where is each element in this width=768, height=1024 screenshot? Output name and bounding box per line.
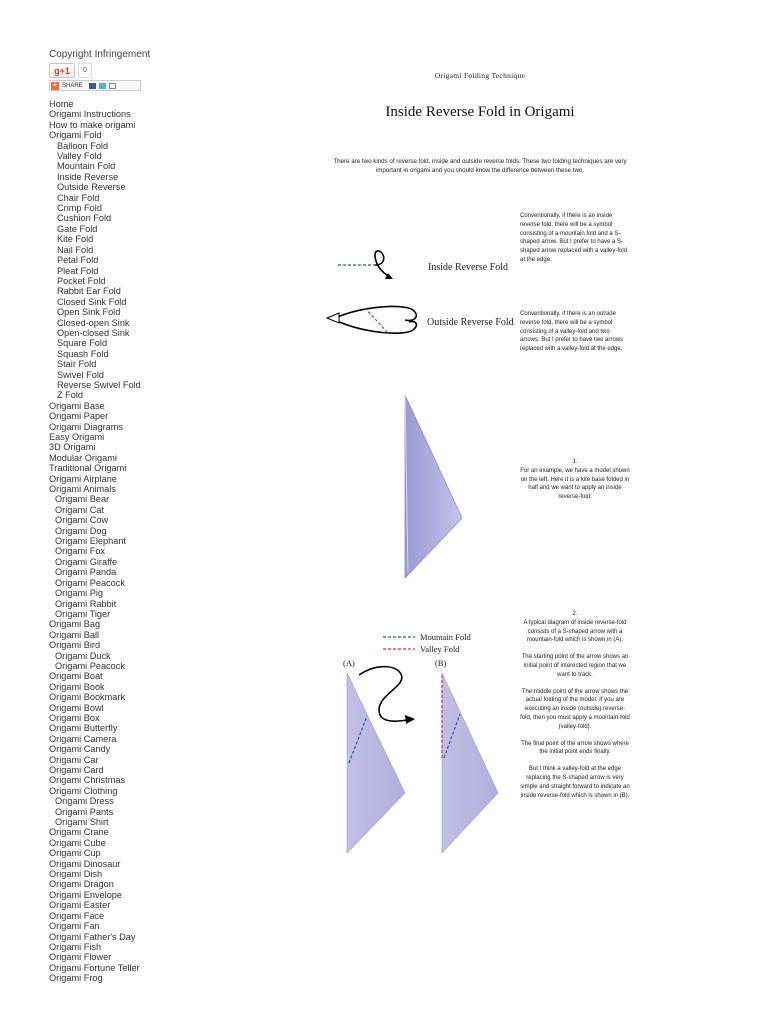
- sidebar-nav-link[interactable]: Swivel Fold: [57, 369, 104, 380]
- sidebar-nav-link[interactable]: Outside Reverse: [57, 182, 126, 193]
- sidebar-nav-link[interactable]: Easy Origami: [49, 432, 105, 442]
- sidebar-nav-link[interactable]: Origami Frog: [49, 973, 103, 984]
- sidebar-nav-link[interactable]: Origami Envelope: [49, 889, 123, 900]
- share-button[interactable]: [49, 80, 141, 91]
- sidebar-nav-link[interactable]: Origami Dish: [49, 869, 103, 880]
- sidebar-nav-link[interactable]: Origami Bag: [49, 619, 101, 630]
- step-2-number: 2.: [572, 611, 578, 617]
- sidebar-nav-link[interactable]: Closed-open Sink: [57, 317, 130, 328]
- legend-valley-label: Valley Fold: [420, 644, 460, 654]
- step-1-number: 1.: [572, 459, 578, 465]
- sidebar-nav-link[interactable]: Origami Shirt: [55, 817, 109, 828]
- s-arrow: [375, 251, 391, 277]
- sidebar-nav-link[interactable]: Origami Camera: [49, 733, 117, 744]
- gplus-button[interactable]: g+1: [49, 63, 75, 78]
- sidebar-nav-link[interactable]: Origami Clothing: [49, 785, 118, 796]
- sidebar-nav-link[interactable]: Origami Animals: [49, 484, 116, 495]
- diagram-a-arrow-head: [405, 715, 415, 724]
- diagram-a-paper: [347, 673, 405, 853]
- sidebar-nav-link[interactable]: Origami Ball: [49, 629, 100, 640]
- sidebar-nav-link[interactable]: How to make origami: [49, 119, 136, 130]
- sidebar-nav-link[interactable]: Origami Father's Day: [49, 931, 136, 942]
- page-title: Inside Reverse Fold in Origami: [385, 104, 575, 120]
- sidebar-nav-link[interactable]: Valley Fold: [57, 151, 102, 162]
- sidebar-nav-link[interactable]: Origami Base: [49, 400, 105, 411]
- sidebar-nav-link[interactable]: Open Sink Fold: [57, 307, 121, 318]
- sidebar-nav-link[interactable]: Origami Bowl: [49, 702, 104, 713]
- sidebar-nav-link[interactable]: Square Fold: [57, 338, 108, 349]
- step-1-note: [520, 458, 630, 502]
- sidebar-nav-link[interactable]: Origami Elephant: [55, 536, 126, 547]
- sidebar-nav-link[interactable]: Origami Easter: [49, 900, 111, 911]
- sidebar-nav-link[interactable]: Origami Card: [49, 765, 104, 775]
- step-1-text: For an example, we have a model shown on the left. Here it is a kite base folded in half and we want to apply an inside reverse-fold.: [520, 467, 630, 501]
- sidebar-nav-link[interactable]: Origami Bird: [49, 640, 101, 651]
- sidebar-nav-link[interactable]: Origami Fox: [55, 546, 106, 557]
- twitter-icon[interactable]: [99, 83, 106, 89]
- sidebar-nav-link[interactable]: Pocket Fold: [57, 275, 106, 286]
- sidebar-nav-link[interactable]: Origami Dragon: [49, 879, 114, 890]
- kite-base-model: [400, 393, 470, 583]
- sidebar-nav-link[interactable]: Origami Boat: [49, 671, 103, 682]
- sidebar-nav-link[interactable]: Kite Fold: [57, 234, 94, 245]
- sidebar-nav-link[interactable]: Pleat Fold: [57, 265, 99, 276]
- sidebar-nav-link[interactable]: Origami Panda: [55, 567, 117, 578]
- diagram-b-label: (B): [435, 658, 447, 668]
- sidebar-nav-link[interactable]: Gate Fold: [57, 223, 98, 234]
- sidebar-nav-link[interactable]: Origami Fish: [49, 941, 102, 952]
- inside-reverse-label: Inside Reverse Fold: [428, 262, 508, 273]
- sidebar-nav-link[interactable]: Origami Peacock: [55, 660, 125, 671]
- outer-arrow-top: [335, 306, 416, 320]
- sidebar-nav-link[interactable]: Origami Fan: [49, 921, 100, 932]
- sidebar-nav-link[interactable]: Squash Fold: [57, 348, 109, 359]
- sidebar-nav-link[interactable]: Origami Bear: [55, 494, 110, 505]
- sidebar-nav-link[interactable]: Origami Pants: [55, 806, 114, 817]
- sidebar-nav-link[interactable]: Z Fold: [57, 390, 84, 401]
- social-bar: [49, 63, 219, 78]
- sidebar-nav-link[interactable]: Inside Reverse: [57, 171, 119, 182]
- sidebar-nav-link[interactable]: Balloon Fold: [57, 140, 109, 151]
- sidebar-nav-link[interactable]: Origami Tiger: [55, 608, 111, 619]
- sidebar-nav-link[interactable]: Origami Diagrams: [49, 421, 124, 432]
- sidebar-nav-link[interactable]: Modular Origami: [49, 452, 117, 463]
- copyright-link[interactable]: Copyright Infringement: [49, 49, 151, 60]
- inside-reverse-note: Conventionally, if there is an inside reverse fold, there will be a symbol consisting of a mountain fold and a S-shaped arrow. But I prefer to have a S-shaped arrow replaced with a valley-fold at the edge.: [520, 213, 628, 263]
- sidebar-nav-link[interactable]: Origami Peacock: [55, 577, 125, 588]
- sidebar-nav-link[interactable]: Origami Butterfly: [49, 723, 118, 734]
- sidebar-nav-link[interactable]: Origami Cow: [55, 515, 109, 526]
- legend-mountain-label: Mountain Fold: [420, 632, 471, 642]
- sidebar-nav-link[interactable]: Origami Cube: [49, 837, 106, 848]
- sidebar-nav-link[interactable]: Origami Candy: [49, 744, 111, 755]
- sidebar-nav-link[interactable]: Chair Fold: [57, 192, 100, 203]
- sidebar-nav-link[interactable]: Traditional Origami: [49, 463, 127, 474]
- sidebar-nav-link[interactable]: Origami Car: [49, 754, 99, 765]
- sidebar: [49, 49, 219, 984]
- email-icon[interactable]: [109, 83, 116, 89]
- sidebar-nav-link[interactable]: Origami Christmas: [49, 775, 126, 786]
- sidebar-nav-link[interactable]: Origami Dress: [55, 796, 114, 807]
- sidebar-nav-link[interactable]: Origami Box: [49, 712, 100, 723]
- gplus-count: 0: [78, 63, 92, 78]
- valley-fold-line: [365, 308, 387, 332]
- sidebar-nav-link[interactable]: Mountain Fold: [57, 161, 116, 172]
- sidebar-nav-link[interactable]: Origami Flower: [49, 952, 112, 963]
- sidebar-nav-link[interactable]: Nail Fold: [57, 244, 94, 255]
- sidebar-nav-link[interactable]: Origami Dinosaur: [49, 858, 121, 869]
- sidebar-nav-link[interactable]: Closed Sink Fold: [57, 296, 127, 307]
- sidebar-nav-link[interactable]: Origami Paper: [49, 411, 109, 422]
- sidebar-nav-link[interactable]: Rabbit Ear Fold: [57, 286, 121, 297]
- sidebar-nav-link[interactable]: Origami Instructions: [49, 109, 131, 120]
- sidebar-nav-link[interactable]: Origami Duck: [55, 650, 111, 661]
- sidebar-nav-link[interactable]: Origami Fold: [49, 130, 102, 141]
- share-label: SHARE: [62, 82, 83, 89]
- step-2-paragraph-c: The middle point of the arrow shows the actual folding of the model. If you are executing an inside (outside) reverse-fold, then you must apply a mountain-fold (valley-fold).: [520, 688, 630, 730]
- sidebar-nav-link[interactable]: 3D Origami: [49, 442, 96, 453]
- sidebar-nav-link[interactable]: Origami Dog: [55, 525, 107, 536]
- sidebar-nav-link[interactable]: Crimp Fold: [57, 203, 102, 214]
- outer-arrow-bottom: [335, 320, 416, 333]
- addthis-plus-icon: +: [52, 82, 58, 89]
- intro-paragraph: There are two kinds of reverse fold, inside and outside reverse folds. These two folding techniques are very important in origami and you should know the difference between these two.: [333, 158, 627, 174]
- step-2-paragraph-e: But I think a valley-fold at the edge replacing the S-shaped arrow is very simple and straight forward to indicate an inside reverse-fold which is shown in (B).: [520, 766, 630, 799]
- sidebar-nav-link[interactable]: Origami Fortune Teller: [49, 962, 140, 973]
- step-2-note: [520, 610, 630, 808]
- sidebar-nav-link[interactable]: Origami Crane: [49, 827, 109, 838]
- hollow-arrow-head: [327, 313, 339, 323]
- sidebar-nav-link[interactable]: Reverse Swivel Fold: [57, 379, 141, 390]
- facebook-icon[interactable]: [89, 83, 96, 89]
- sidebar-nav-link[interactable]: Origami Airplane: [49, 473, 117, 484]
- step-2-paragraph-d: The final point of the arrow shows where the initial point ends finally.: [521, 740, 629, 756]
- sidebar-nav-link[interactable]: Stair Fold: [57, 359, 97, 370]
- sidebar-nav: [49, 99, 219, 984]
- sidebar-nav-link[interactable]: Origami Pig: [55, 588, 103, 599]
- sidebar-nav-link[interactable]: Origami Rabbit: [55, 598, 117, 609]
- inside-reverse-symbol: [335, 245, 515, 285]
- page-kicker: Origami Folding Technique: [434, 71, 526, 80]
- step-2-diagram: [335, 628, 515, 858]
- step-2-paragraph-a: A typical diagram of inside reverse-fold consists of a S-shaped arrow with a mountain-fold which is shown in (A).: [523, 619, 627, 644]
- sidebar-nav-link[interactable]: Origami Cat: [55, 504, 105, 515]
- sidebar-nav-link[interactable]: Petal Fold: [57, 255, 99, 266]
- diagram-b-paper: [442, 673, 498, 853]
- sidebar-nav-link[interactable]: Origami Giraffe: [55, 556, 118, 567]
- sidebar-nav-link[interactable]: Origami Book: [49, 681, 105, 692]
- sidebar-nav-link[interactable]: Origami Cup: [49, 848, 101, 859]
- diagram-a-label: (A): [343, 658, 355, 668]
- sidebar-nav-link[interactable]: Origami Bookmark: [49, 692, 126, 703]
- outside-reverse-symbol: [325, 300, 525, 350]
- sidebar-nav-link[interactable]: Home: [49, 99, 74, 109]
- step-2-paragraph-b: The starting point of the arrow shows an initial point of interested region that we want to track.: [521, 654, 629, 678]
- sidebar-nav-link[interactable]: Origami Face: [49, 910, 105, 921]
- outside-reverse-note: Conventionally, if there is an outside reverse fold, there will be a symbol consisting of a valley-fold and two arrows. But I prefer to have two arrows replaced with a valley-fold at the edge.: [520, 311, 624, 353]
- sidebar-nav-link[interactable]: Open-closed Sink: [57, 327, 130, 338]
- kite-paper: [405, 395, 462, 578]
- outside-reverse-label: Outside Reverse Fold: [427, 317, 514, 328]
- sidebar-nav-link[interactable]: Cushion Fold: [57, 213, 112, 224]
